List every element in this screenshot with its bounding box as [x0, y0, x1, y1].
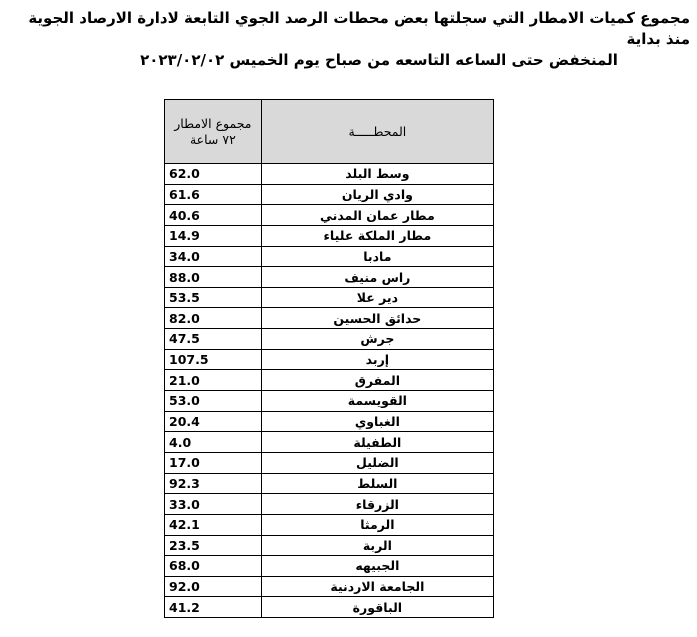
header-station: المحطـــــة [261, 100, 493, 164]
header-total [165, 100, 262, 164]
table-row [165, 411, 494, 432]
rainfall-total: 62.0 [165, 164, 262, 185]
table-row [165, 246, 494, 267]
table-row [165, 184, 494, 205]
table-row [165, 225, 494, 246]
rainfall-total: 61.6 [165, 184, 262, 205]
header-total-line-1: مجموع الامطار [174, 115, 252, 131]
document-heading [8, 8, 690, 71]
rainfall-total: 40.6 [165, 205, 262, 226]
rainfall-total: 53.5 [165, 287, 262, 308]
table-row [165, 370, 494, 391]
rainfall-total: 92.3 [165, 473, 262, 494]
station-name: الجبيهه [261, 556, 493, 577]
station-name: الرمثا [261, 514, 493, 535]
table-row [165, 556, 494, 577]
station-name: مطار عمان المدني [261, 205, 493, 226]
station-name: الطفيلة [261, 432, 493, 453]
table-row [165, 349, 494, 370]
rainfall-total: 47.5 [165, 329, 262, 350]
station-name: الباقورة [261, 597, 493, 618]
rainfall-total: 107.5 [165, 349, 262, 370]
rainfall-total: 21.0 [165, 370, 262, 391]
table-row [165, 308, 494, 329]
rainfall-total: 82.0 [165, 308, 262, 329]
rainfall-total: 20.4 [165, 411, 262, 432]
table-row [165, 514, 494, 535]
rainfall-total: 34.0 [165, 246, 262, 267]
station-name: القويسمة [261, 391, 493, 412]
station-name: الزرقاء [261, 494, 493, 515]
station-name: راس منيف [261, 267, 493, 288]
station-name: دير علا [261, 287, 493, 308]
station-name: الضليل [261, 452, 493, 473]
table-row [165, 329, 494, 350]
table-row [165, 576, 494, 597]
table-row [165, 287, 494, 308]
rainfall-total: 4.0 [165, 432, 262, 453]
header-total-line-2: ٧٢ ساعة [189, 131, 236, 147]
station-name: الربة [261, 535, 493, 556]
rainfall-total: 92.0 [165, 576, 262, 597]
table-row [165, 473, 494, 494]
table-row [165, 452, 494, 473]
station-name: إربد [261, 349, 493, 370]
station-name: وسط البلد [261, 164, 493, 185]
rainfall-table [164, 99, 494, 618]
station-name: المفرق [261, 370, 493, 391]
table-row [165, 391, 494, 412]
table-row [165, 205, 494, 226]
station-name: الجامعة الاردنية [261, 576, 493, 597]
station-name: مطار الملكة علياء [261, 225, 493, 246]
rainfall-total: 88.0 [165, 267, 262, 288]
table-row [165, 535, 494, 556]
station-name: الغباوي [261, 411, 493, 432]
station-name: وادي الريان [261, 184, 493, 205]
station-name: حدائق الحسين [261, 308, 493, 329]
rainfall-total: 23.5 [165, 535, 262, 556]
table-row [165, 597, 494, 618]
table-body [165, 164, 494, 618]
heading-line-2: المنخفض حتى الساعه التاسعه من صباح يوم الخميس ٢٠٢٣/٠٢/٠٢ [140, 51, 618, 69]
rainfall-total: 14.9 [165, 225, 262, 246]
rainfall-total: 68.0 [165, 556, 262, 577]
rainfall-total: 33.0 [165, 494, 262, 515]
table-row [165, 432, 494, 453]
station-name: جرش [261, 329, 493, 350]
heading-line-1: مجموع كميات الامطار التي سجلتها بعض محطات الرصد الجوي التابعة لادارة الارصاد الجوية منذ بداية [28, 9, 690, 48]
station-name: مادبا [261, 246, 493, 267]
table-header-row [165, 100, 494, 164]
table-row [165, 267, 494, 288]
rainfall-total: 17.0 [165, 452, 262, 473]
rainfall-total: 41.2 [165, 597, 262, 618]
rainfall-total: 42.1 [165, 514, 262, 535]
rainfall-total: 53.0 [165, 391, 262, 412]
table-row [165, 164, 494, 185]
station-name: السلط [261, 473, 493, 494]
table-row [165, 494, 494, 515]
